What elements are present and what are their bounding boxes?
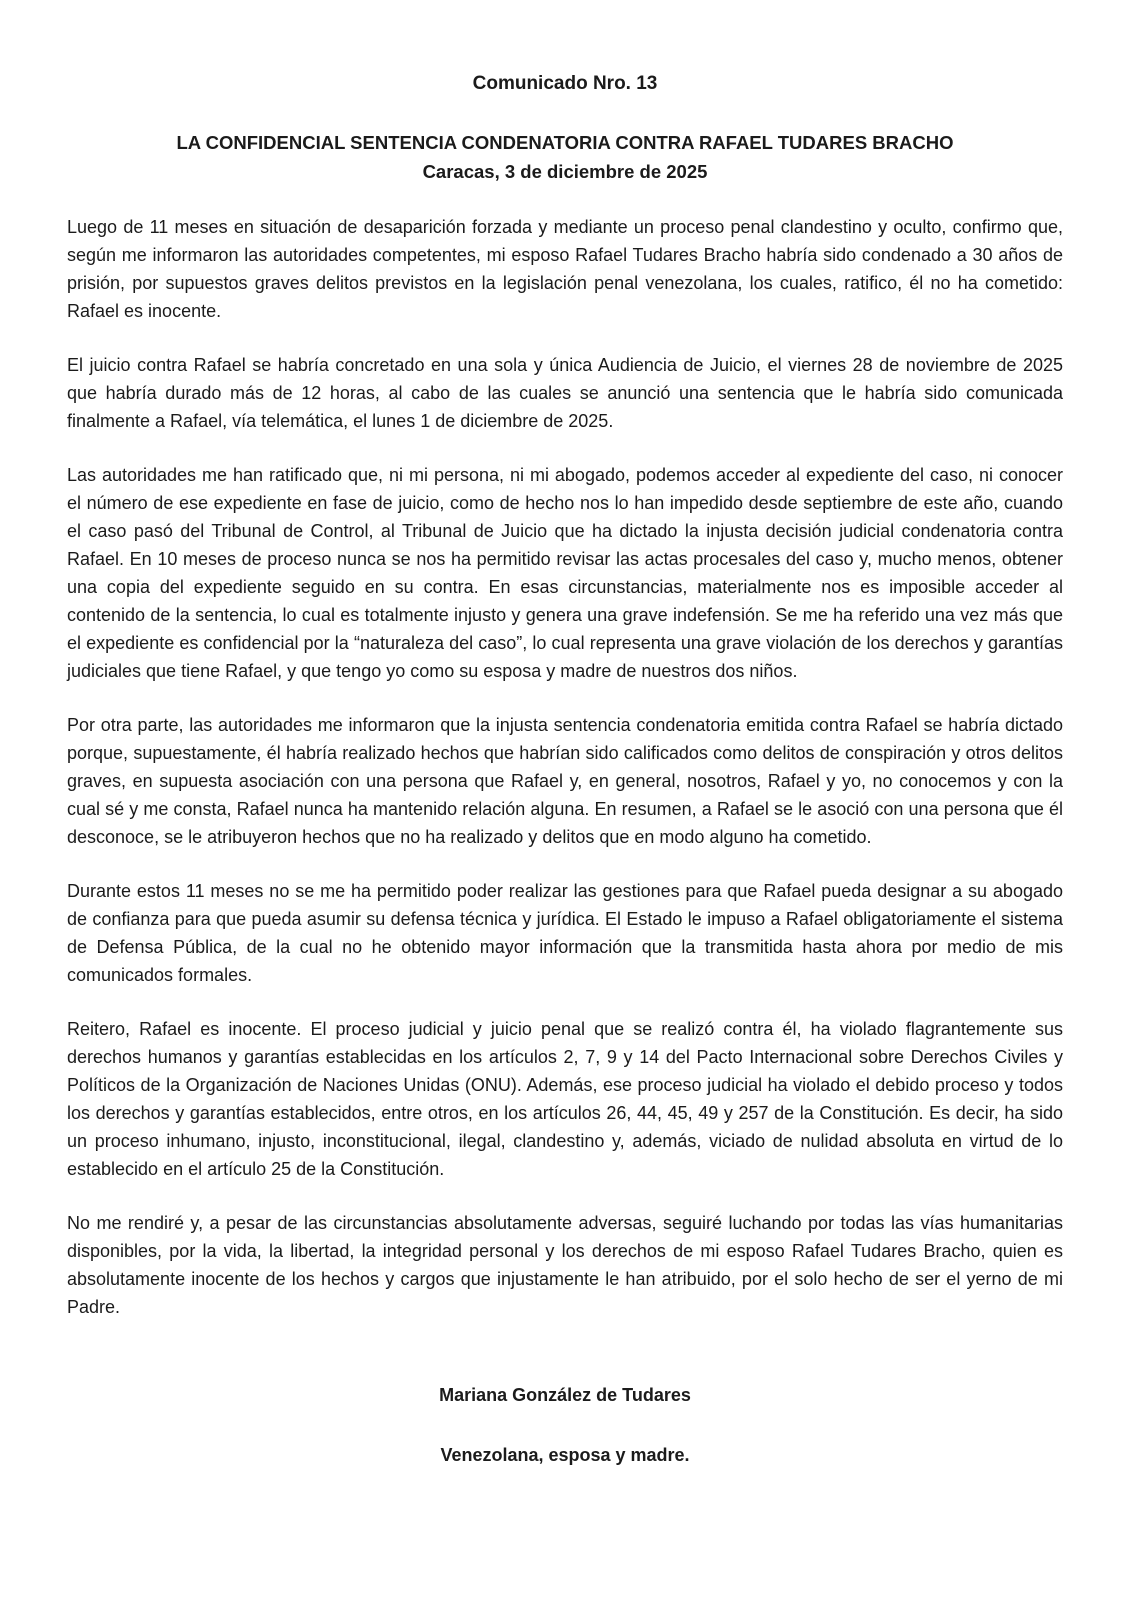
paragraph-1: Luego de 11 meses en situación de desaparición forzada y mediante un proceso penal clandestino y oculto, confirmo que, según me informaron las autoridades competentes, mi esposo Rafael Tudares Bracho habría sido condenado a 30 años de prisión, por supuestos graves delitos previstos en la legislación penal venezolana, los cuales, ratifico, él no ha cometido: Rafael es inocente. — [67, 217, 1063, 321]
document-heading-line1: LA CONFIDENCIAL SENTENCIA CONDENATORIA CONTRA RAFAEL TUDARES BRACHO — [176, 132, 954, 153]
document-heading — [67, 128, 1063, 186]
document-title: Comunicado Nro. 13 — [472, 73, 658, 94]
document-dateline: Caracas, 3 de diciembre de 2025 — [422, 161, 708, 182]
paragraph-6: Reitero, Rafael es inocente. El proceso judicial y juicio penal que se realizó contra él, ha violado flagrantemente sus derechos humanos y garantías establecidas en los artículos 2, 7, 9 y 14 del Pacto Internacional sobre Derechos Civiles y Políticos de la Organización de Naciones Unidas (ONU). Además, ese proceso judicial ha violado el debido proceso y todos los derechos y garantías establecidos, entre otros, en los artículos 26, 44, 45, 49 y 257 de la Constitución. Es decir, ha sido un proceso inhumano, injusto, inconstitucional, ilegal, clandestino y, además, viciado de nulidad absoluta en virtud de lo establecido en el artículo 25 de la Constitución. — [67, 1019, 1063, 1179]
paragraph-2: El juicio contra Rafael se habría concretado en una sola y única Audiencia de Juicio, el viernes 28 de noviembre de 2025 que habría durado más de 12 horas, al cabo de las cuales se anunció una sentencia que le habría sido comunicada finalmente a Rafael, vía telemática, el lunes 1 de diciembre de 2025. — [67, 355, 1063, 431]
paragraph-3: Las autoridades me han ratificado que, ni mi persona, ni mi abogado, podemos acceder al expediente del caso, ni conocer el número de ese expediente en fase de juicio, como de hecho nos lo han impedido desde septiembre de este año, cuando el caso pasó del Tribunal de Control, al Tribunal de Juicio que ha dictado la injusta decisión judicial condenatoria contra Rafael. En 10 meses de proceso nunca se nos ha permitido revisar las actas procesales del caso y, mucho menos, obtener una copia del expediente seguido en su contra. En esas circunstancias, materialmente nos es imposible acceder al contenido de la sentencia, lo cual es totalmente injusto y genera una grave indefensión. Se me ha referido una vez más que el expediente es confidencial por la “naturaleza del caso”, lo cual representa una grave violación de los derechos y garantías judiciales que tiene Rafael, y que tengo yo como su esposa y madre de nuestros dos niños. — [67, 465, 1063, 681]
signature-role: Venezolana, esposa y madre. — [440, 1445, 690, 1465]
signature-name: Mariana González de Tudares — [439, 1385, 691, 1405]
paragraph-5: Durante estos 11 meses no se me ha permitido poder realizar las gestiones para que Rafael pueda designar a su abogado de confianza para que pueda asumir su defensa técnica y jurídica. El Estado le impuso a Rafael obligatoriamente el sistema de Defensa Pública, de la cual no he obtenido mayor información que la transmitida hasta ahora por medio de mis comunicados formales. — [67, 881, 1063, 985]
paragraph-4: Por otra parte, las autoridades me informaron que la injusta sentencia condenatoria emitida contra Rafael se habría dictado porque, supuestamente, él habría realizado hechos que habrían sido calificados como delitos de conspiración y otros delitos graves, en supuesta asociación con una persona que Rafael y, en general, nosotros, Rafael y yo, no conocemos y con la cual sé y me consta, Rafael nunca ha mantenido relación alguna. En resumen, a Rafael se le asoció con una persona que él desconoce, se le atribuyeron hechos que no ha realizado y delitos que en modo alguno ha cometido. — [67, 715, 1063, 847]
paragraph-7: No me rendiré y, a pesar de las circunstancias absolutamente adversas, seguiré luchando por todas las vías humanitarias disponibles, por la vida, la libertad, la integridad personal y los derechos de mi esposo Rafael Tudares Bracho, quien es absolutamente inocente de los hechos y cargos que injustamente le han atribuido, por el solo hecho de ser el yerno de mi Padre. — [67, 1213, 1063, 1317]
